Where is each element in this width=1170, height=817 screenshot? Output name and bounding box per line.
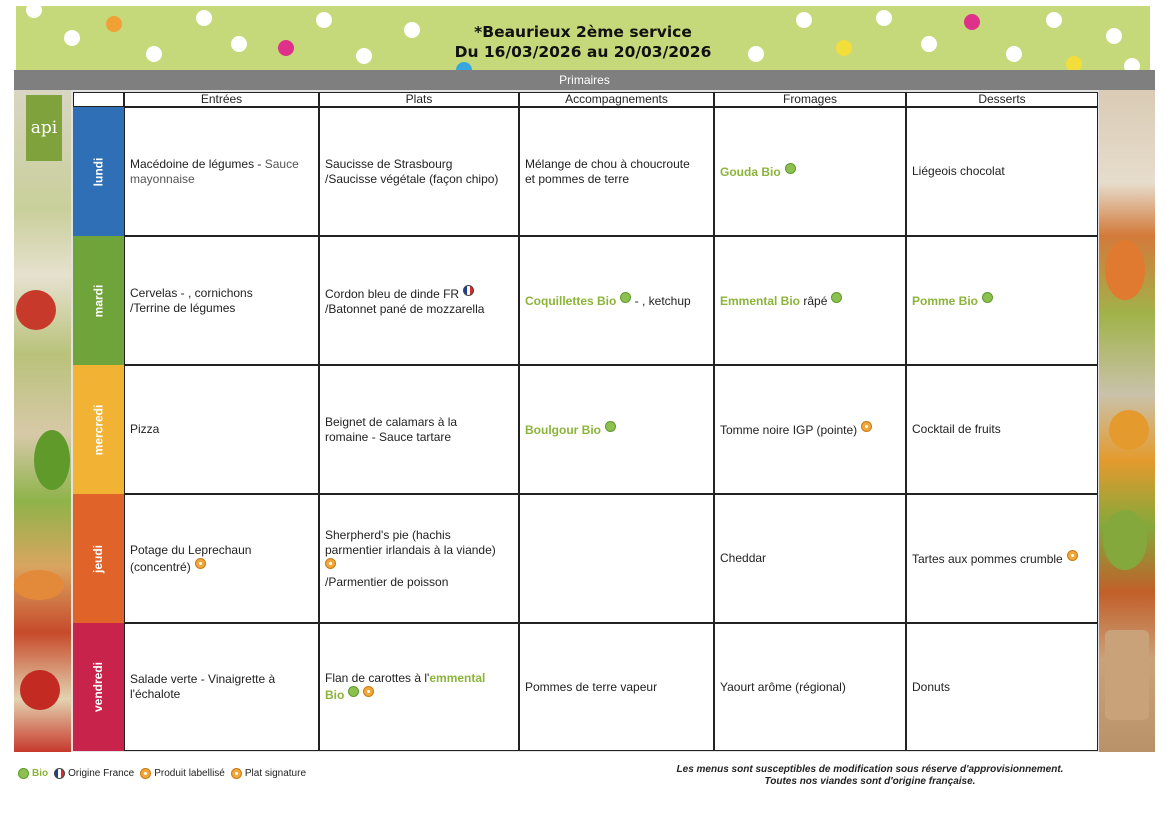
tomato-image xyxy=(20,670,60,710)
dish-name: Beignet de calamars à la xyxy=(325,414,458,429)
cell-mercredi-entrees xyxy=(124,365,319,494)
bio-dish-name: Coquillettes Bio xyxy=(525,294,617,308)
dish-alt: /Parmentier de poisson xyxy=(325,574,449,589)
cell-mercredi-desserts xyxy=(906,365,1098,494)
cell-lundi-entrees xyxy=(124,107,319,236)
orange-image xyxy=(1109,410,1149,450)
service-title: *Beaurieux 2ème service xyxy=(474,23,692,41)
carrot-image xyxy=(1105,240,1145,300)
cell-mardi-plats xyxy=(319,236,519,365)
cell-vendredi-accompagnements xyxy=(519,623,714,751)
col-header-accompagnements: Accompagnements xyxy=(519,92,714,107)
col-header-fromages: Fromages xyxy=(714,92,906,107)
day-name: lundi xyxy=(91,157,106,186)
bio-icon xyxy=(18,768,29,779)
cell-jeudi-desserts xyxy=(906,494,1098,623)
bio-icon xyxy=(620,292,631,303)
dish-name: Pommes de terre vapeur xyxy=(525,679,658,694)
right-decoration xyxy=(1099,90,1155,752)
decor-dot xyxy=(456,62,472,70)
disclaimer-line: Toutes nos viandes sont d'origine française. xyxy=(764,776,976,787)
label-icon xyxy=(140,768,151,779)
bio-dish-name: Gouda Bio xyxy=(720,165,781,179)
france-flag-icon xyxy=(54,768,65,779)
col-header-plats: Plats xyxy=(319,92,519,107)
dish-extra: râpé xyxy=(800,294,828,308)
cell-mardi-accompagnements xyxy=(519,236,714,365)
legend-label: Plat signature xyxy=(244,768,307,779)
cell-mardi-fromages xyxy=(714,236,906,365)
cell-jeudi-entrees xyxy=(124,494,319,623)
legend-produit-labellise xyxy=(140,768,225,779)
dish-name: Potage du Leprechaun xyxy=(130,542,252,557)
cell-lundi-plats xyxy=(319,107,519,236)
cell-vendredi-fromages xyxy=(714,623,906,751)
bio-icon xyxy=(605,421,616,432)
disclaimer xyxy=(600,764,1140,788)
cell-lundi-fromages xyxy=(714,107,906,236)
dish-name: Pizza xyxy=(130,422,160,436)
legend-origine-france xyxy=(54,768,134,779)
legend-label: Origine France xyxy=(68,768,135,779)
legend-label: Bio xyxy=(32,768,49,779)
day-name: vendredi xyxy=(91,661,106,713)
dish-name: Tartes aux pommes crumble xyxy=(912,552,1063,566)
menu-title xyxy=(16,22,1150,62)
bio-icon xyxy=(982,292,993,303)
dish-name: Cocktail de fruits xyxy=(912,422,1001,436)
dish-name: parmentier irlandais à la viande) xyxy=(325,542,496,557)
signature-icon xyxy=(1067,550,1078,561)
cell-vendredi-plats xyxy=(319,623,519,751)
dish-sauce: Sauce mayonnaise xyxy=(130,156,299,186)
bio-icon xyxy=(348,686,359,697)
cell-jeudi-accompagnements xyxy=(519,494,714,623)
cell-mercredi-plats xyxy=(319,365,519,494)
broccoli-image xyxy=(34,430,70,490)
dish-name: Macédoine de légumes - xyxy=(130,156,265,171)
dish-name: l'échalote xyxy=(130,687,181,701)
dish-name: Liégeois chocolat xyxy=(912,164,1005,178)
col-header-entrees: Entrées xyxy=(124,92,319,107)
day-label-vendredi xyxy=(73,623,124,751)
cell-vendredi-desserts xyxy=(906,623,1098,751)
corner-header xyxy=(73,92,124,107)
decor-dot xyxy=(26,6,42,18)
bio-dish-name: emmental xyxy=(429,671,486,685)
signature-icon xyxy=(363,686,374,697)
dish-name: Sherpherd's pie (hachis xyxy=(325,527,451,542)
dish-name: Flan de carottes à l' xyxy=(325,671,430,685)
cell-lundi-accompagnements xyxy=(519,107,714,236)
dish-name: Donuts xyxy=(912,679,951,694)
day-name: mardi xyxy=(91,284,106,317)
bio-icon xyxy=(831,292,842,303)
day-name: mercredi xyxy=(91,404,106,455)
disclaimer-line: Les menus sont susceptibles de modification sous réserve d'approvisionnement. xyxy=(676,764,1064,775)
header-banner xyxy=(16,6,1150,70)
carrot-image xyxy=(14,570,64,600)
dish-name: romaine - Sauce tartare xyxy=(325,429,452,444)
legend-label: Produit labellisé xyxy=(154,768,225,779)
dish-name: Saucisse de Strasbourg xyxy=(325,156,453,171)
bio-dish-name: Emmental Bio xyxy=(720,294,801,308)
bio-dish-name: Bio xyxy=(325,688,345,702)
cell-vendredi-entrees xyxy=(124,623,319,751)
col-header-desserts: Desserts xyxy=(906,92,1098,107)
signature-icon xyxy=(195,558,206,569)
day-label-mercredi xyxy=(73,365,124,494)
tomato-image xyxy=(16,290,56,330)
day-label-lundi xyxy=(73,107,124,236)
dish-name: Tomme noire IGP (pointe) xyxy=(720,423,858,437)
dish-name: Mélange de chou à choucroute xyxy=(525,156,690,171)
cell-mercredi-accompagnements xyxy=(519,365,714,494)
bio-dish-name: Boulgour Bio xyxy=(525,423,601,437)
dish-name: (concentré) xyxy=(130,559,191,574)
day-label-mardi xyxy=(73,236,124,365)
dish-name: Cordon bleu de dinde FR xyxy=(325,286,460,301)
cell-mardi-entrees xyxy=(124,236,319,365)
dish-alt: /Terrine de légumes xyxy=(130,300,236,315)
dish-name: Yaourt arôme (régional) xyxy=(720,679,846,694)
legend-bio xyxy=(18,768,48,779)
legend-plat-signature xyxy=(231,768,306,779)
section-bar: Primaires xyxy=(14,70,1155,90)
left-decoration xyxy=(14,90,71,752)
dish-alt: /Batonnet pané de mozzarella xyxy=(325,301,485,316)
signature-icon xyxy=(231,768,242,779)
cell-mardi-desserts xyxy=(906,236,1098,365)
menu-table xyxy=(71,90,1099,752)
dish-extra: - , ketchup xyxy=(631,294,691,308)
dish-name: Cervelas - , cornichons xyxy=(130,285,253,300)
dish-name: Cheddar xyxy=(720,551,767,565)
day-name: jeudi xyxy=(91,544,106,573)
day-label-jeudi xyxy=(73,494,124,623)
date-range: Du 16/03/2026 au 20/03/2026 xyxy=(454,43,712,61)
signature-icon xyxy=(325,558,336,569)
basket-image xyxy=(1105,630,1149,720)
bio-icon xyxy=(785,163,796,174)
cell-mercredi-fromages xyxy=(714,365,906,494)
cell-jeudi-plats xyxy=(319,494,519,623)
cell-lundi-desserts xyxy=(906,107,1098,236)
bio-dish-name: Pomme Bio xyxy=(912,294,979,308)
dish-alt: /Saucisse végétale (façon chipo) xyxy=(325,171,499,186)
pepper-image xyxy=(1103,510,1147,570)
dish-name: Salade verte - Vinaigrette à xyxy=(130,672,276,686)
france-flag-icon xyxy=(463,285,474,296)
dish-name: et pommes de terre xyxy=(525,171,630,186)
cell-jeudi-fromages xyxy=(714,494,906,623)
api-logo: api xyxy=(26,95,62,161)
label-icon xyxy=(861,421,872,432)
legend xyxy=(18,768,312,779)
